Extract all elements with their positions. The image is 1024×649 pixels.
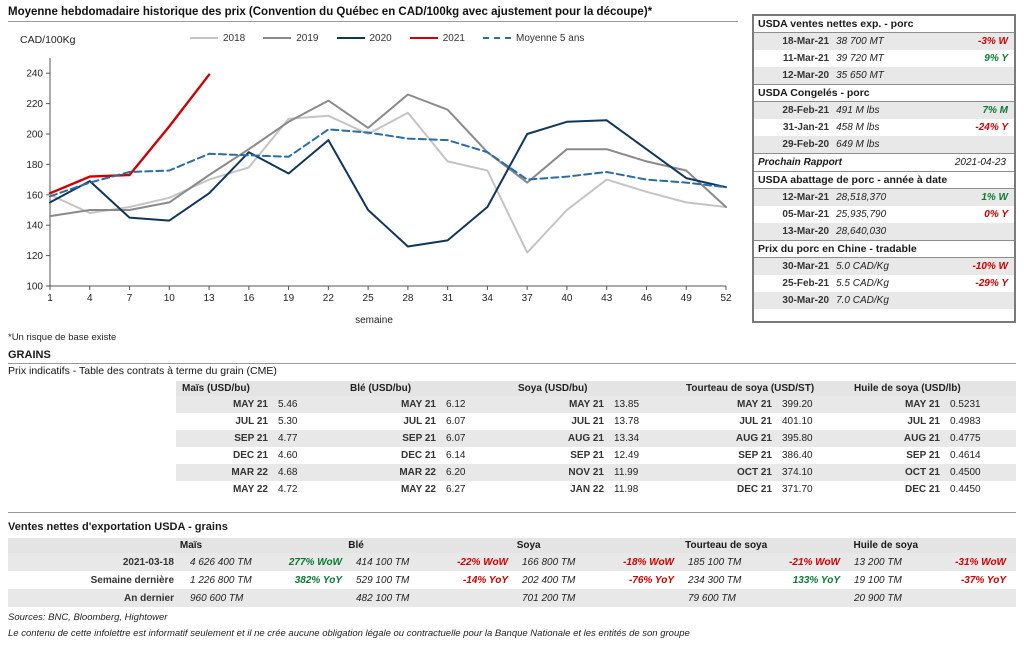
futures-row: [680, 430, 848, 447]
usda-row: [754, 206, 1014, 223]
futures-price: 386.40: [782, 450, 813, 461]
futures-contract-month: JUL 21: [403, 416, 436, 427]
futures-price: 371.70: [782, 484, 813, 495]
futures-row: [680, 447, 848, 464]
futures-price: 0.4450: [950, 484, 981, 495]
futures-contract-month: DEC 21: [232, 450, 268, 461]
usda-change: 1% W: [981, 192, 1008, 203]
exports-cell: [516, 575, 682, 586]
svg-text:7: 7: [126, 293, 133, 304]
futures-price: 5.30: [278, 416, 298, 427]
usda-section-title: USDA ventes nettes exp. - porc: [754, 16, 1014, 33]
sources-text: Sources: BNC, Bloomberg, Hightower: [8, 612, 168, 623]
usda-value: 5.5 CAD/Kg: [836, 278, 889, 289]
futures-price: 11.99: [614, 467, 639, 478]
svg-text:1: 1: [47, 293, 53, 304]
table-row: [8, 553, 1016, 571]
legend-swatch-icon: [337, 37, 365, 39]
svg-text:25: 25: [362, 293, 374, 304]
futures-contract-month: DEC 21: [400, 450, 436, 461]
futures-column: [680, 381, 848, 498]
usda-value: 458 M lbs: [836, 122, 880, 133]
svg-text:240: 240: [26, 68, 43, 80]
futures-row: [512, 396, 680, 413]
usda-change: -29% Y: [975, 278, 1008, 289]
exports-column-header: Tourteau de soya: [685, 540, 768, 551]
usda-value: 5.0 CAD/Kg: [836, 261, 889, 272]
futures-price: 5.46: [278, 399, 298, 410]
usda-value: 491 M lbs: [836, 105, 880, 116]
exports-quantity: 13 200 TM: [854, 556, 902, 568]
futures-price: 374.10: [782, 467, 813, 478]
exports-cell: [682, 575, 848, 586]
futures-row: [848, 447, 1016, 464]
futures-price: 399.20: [782, 399, 813, 410]
svg-text:100: 100: [26, 281, 43, 293]
exports-cell: [848, 593, 1014, 604]
legend-label: 2018: [223, 32, 246, 44]
svg-text:13: 13: [203, 293, 215, 304]
svg-text:220: 220: [26, 99, 43, 111]
exports-cell: [184, 557, 350, 568]
futures-contract-month: AUG 21: [903, 433, 940, 444]
usda-section-title: USDA Congelés - porc: [754, 84, 1014, 102]
usda-change: 9% Y: [984, 53, 1008, 64]
futures-row: [344, 430, 512, 447]
exports-cell: [516, 593, 682, 604]
futures-contract-month: JUL 21: [571, 416, 604, 427]
legend-label: 2019: [296, 32, 319, 44]
svg-text:22: 22: [322, 293, 334, 304]
usda-value: 35 650 MT: [836, 70, 884, 81]
chart-x-axis-label: semaine: [355, 315, 393, 326]
exports-table: [8, 538, 1016, 607]
legend-item-2020: [337, 33, 392, 44]
futures-row: [512, 430, 680, 447]
futures-contract-month: AUG 21: [735, 433, 772, 444]
futures-price: 13.85: [614, 399, 640, 410]
exports-quantity: 960 600 TM: [190, 592, 244, 604]
exports-column-header: Soya: [516, 540, 541, 551]
legend-item-2018: [190, 33, 245, 44]
usda-value: 38 700 MT: [836, 36, 884, 47]
futures-row: [176, 481, 344, 498]
futures-contract-month: NOV 21: [568, 467, 604, 478]
usda-next-report-date: 2021-04-23: [954, 157, 1006, 168]
usda-section-title: USDA abattage de porc - année à date: [754, 172, 1014, 189]
futures-row: [344, 464, 512, 481]
exports-table-body: [8, 553, 1016, 607]
exports-quantity: 4 626 400 TM: [190, 556, 252, 568]
futures-row: [344, 481, 512, 498]
legend-swatch-icon: [410, 37, 438, 39]
futures-price: 4.60: [278, 450, 298, 461]
futures-contract-month: SEP 21: [402, 433, 436, 444]
futures-price: 6.12: [446, 399, 466, 410]
futures-row: [344, 396, 512, 413]
futures-contract-month: MAY 21: [400, 399, 436, 410]
futures-contract-month: OCT 21: [736, 467, 772, 478]
svg-text:140: 140: [26, 220, 43, 232]
svg-text:31: 31: [442, 293, 454, 304]
exports-quantity: 202 400 TM: [522, 574, 576, 586]
futures-row: [848, 396, 1016, 413]
exports-quantity: 529 100 TM: [356, 574, 410, 586]
futures-column-header: Huile de soya (USD/lb): [848, 381, 1016, 396]
chart-y-axis-label: CAD/100Kg: [20, 34, 76, 46]
futures-table: [176, 381, 1016, 498]
futures-price: 11.98: [614, 484, 639, 495]
chart-svg: [8, 52, 744, 312]
disclaimer-text: Le contenu de cette infolettre est informatif seulement et il ne crée aucune obligation légale ou contractuelle pour la Banque Nationale et les entités de son groupe: [8, 628, 690, 639]
price-chart-panel: [0, 0, 748, 343]
futures-contract-month: MAR 22: [231, 467, 268, 478]
exports-row-label: 2021-03-18: [122, 556, 174, 568]
exports-cell: [682, 593, 848, 604]
exports-cell: [184, 593, 350, 604]
chart-footnote: *Un risque de base existe: [8, 332, 117, 343]
table-row: [8, 571, 1016, 589]
exports-table-header: [8, 538, 1016, 553]
futures-row: [680, 464, 848, 481]
futures-price: 4.68: [278, 467, 298, 478]
futures-column-header: Maïs (USD/bu): [176, 381, 344, 396]
usda-date: 05-Mar-21: [782, 209, 830, 220]
svg-text:180: 180: [26, 159, 43, 171]
usda-row: [754, 223, 1014, 240]
futures-column: [344, 381, 512, 498]
exports-quantity: 701 200 TM: [522, 592, 576, 604]
usda-section-title: Prix du porc en Chine - tradable: [754, 240, 1014, 258]
futures-price: 395.80: [782, 433, 813, 444]
futures-price: 401.10: [782, 416, 813, 427]
exports-column-header: Blé: [348, 540, 364, 551]
svg-text:16: 16: [243, 293, 255, 304]
futures-contract-month: SEP 21: [570, 450, 604, 461]
exports-change: 133% YoY: [792, 574, 840, 586]
svg-text:43: 43: [601, 293, 613, 304]
futures-price: 12.49: [614, 450, 640, 461]
futures-column-header: Soya (USD/bu): [512, 381, 680, 396]
futures-row: [512, 413, 680, 430]
usda-change: -24% Y: [975, 122, 1008, 133]
svg-text:34: 34: [481, 293, 493, 304]
usda-next-report-label: Prochain Rapport: [758, 157, 842, 168]
legend-swatch-icon: [483, 37, 511, 39]
futures-contract-month: SEP 21: [906, 450, 940, 461]
futures-contract-month: JUL 21: [739, 416, 772, 427]
futures-price: 4.72: [278, 484, 298, 495]
usda-date: 25-Feb-21: [782, 278, 830, 289]
svg-text:28: 28: [402, 293, 414, 304]
futures-price: 0.4500: [950, 467, 981, 478]
section-divider: [8, 512, 1016, 513]
svg-text:160: 160: [26, 190, 43, 202]
futures-contract-month: JUL 21: [907, 416, 940, 427]
usda-date: 30-Mar-21: [782, 261, 830, 272]
usda-row: [754, 33, 1014, 50]
futures-contract-month: SEP 21: [234, 433, 268, 444]
usda-date: 13-Mar-20: [782, 226, 830, 237]
futures-column: [176, 381, 344, 498]
exports-cell: [350, 575, 516, 586]
futures-price: 0.4614: [950, 450, 981, 461]
futures-contract-month: SEP 21: [738, 450, 772, 461]
exports-row-label: Semaine dernière: [90, 574, 174, 586]
futures-contract-month: MAY 21: [904, 399, 940, 410]
futures-price: 6.20: [446, 467, 466, 478]
chart-legend: [190, 30, 584, 46]
svg-text:120: 120: [26, 251, 43, 263]
exports-cell: [848, 575, 1014, 586]
futures-row: [512, 481, 680, 498]
futures-contract-month: MAY 22: [400, 484, 436, 495]
table-row: [8, 589, 1016, 607]
legend-item-2021: [410, 33, 465, 44]
exports-quantity: 1 226 800 TM: [190, 574, 252, 586]
usda-change: -3% W: [978, 36, 1008, 47]
futures-price: 0.5231: [950, 399, 981, 410]
futures-price: 6.14: [446, 450, 466, 461]
exports-cell: [184, 575, 350, 586]
exports-change: -21% WoW: [789, 556, 840, 568]
exports-change: 277% WoW: [288, 556, 342, 568]
chart-plot-area: [8, 52, 744, 312]
exports-change: -14% YoY: [462, 574, 508, 586]
futures-contract-month: MAY 22: [232, 484, 268, 495]
usda-change: -10% W: [972, 261, 1008, 272]
svg-text:40: 40: [561, 293, 573, 304]
usda-row: [754, 258, 1014, 275]
futures-contract-month: MAY 21: [568, 399, 604, 410]
futures-column: [512, 381, 680, 498]
usda-row: [754, 275, 1014, 292]
futures-row: [848, 464, 1016, 481]
legend-label: Moyenne 5 ans: [516, 32, 585, 44]
usda-summary-box: [752, 14, 1016, 323]
usda-change: 0% Y: [984, 209, 1008, 220]
usda-value: 25,935,790: [836, 209, 887, 220]
legend-swatch-icon: [190, 37, 218, 39]
futures-contract-month: JAN 22: [570, 484, 604, 495]
futures-contract-month: JUL 21: [235, 416, 268, 427]
svg-text:19: 19: [283, 293, 295, 304]
svg-text:10: 10: [163, 293, 175, 304]
usda-row: [754, 292, 1014, 309]
exports-quantity: 19 100 TM: [854, 574, 902, 586]
exports-cell: [516, 557, 682, 568]
usda-row: [754, 102, 1014, 119]
futures-row: [176, 396, 344, 413]
futures-row: [680, 481, 848, 498]
exports-quantity: 414 100 TM: [356, 556, 410, 568]
usda-value: 28,518,370: [836, 192, 887, 203]
usda-value: 28,640,030: [836, 226, 887, 237]
legend-item-moyenne-5-ans: [483, 33, 584, 44]
usda-date: 12-Mar-21: [782, 192, 830, 203]
svg-text:4: 4: [86, 293, 93, 304]
usda-row: [754, 189, 1014, 206]
exports-column-header: Maïs: [179, 540, 203, 551]
futures-price: 4.77: [278, 433, 298, 444]
futures-contract-month: DEC 21: [736, 484, 772, 495]
futures-price: 6.07: [446, 433, 466, 444]
futures-column: [848, 381, 1016, 498]
legend-label: 2020: [369, 32, 392, 44]
exports-quantity: 166 800 TM: [522, 556, 576, 568]
futures-row: [512, 447, 680, 464]
exports-quantity: 185 100 TM: [688, 556, 742, 568]
exports-quantity: 20 900 TM: [854, 592, 902, 604]
exports-change: -37% YoY: [960, 574, 1006, 586]
usda-value: 649 M lbs: [836, 139, 880, 150]
legend-label: 2021: [442, 32, 465, 44]
futures-row: [680, 413, 848, 430]
svg-text:52: 52: [720, 293, 732, 304]
usda-date: 18-Mar-21: [782, 36, 830, 47]
futures-row: [176, 447, 344, 464]
futures-row: [176, 413, 344, 430]
exports-change: 382% YoY: [294, 574, 342, 586]
futures-row: [344, 447, 512, 464]
futures-price: 6.27: [446, 484, 466, 495]
futures-contract-month: OCT 21: [904, 467, 940, 478]
futures-contract-month: MAY 21: [232, 399, 268, 410]
futures-row: [848, 430, 1016, 447]
futures-price: 6.07: [446, 416, 466, 427]
exports-cell: [350, 593, 516, 604]
exports-change: -76% YoY: [628, 574, 674, 586]
futures-contract-month: MAY 21: [736, 399, 772, 410]
exports-row-label: An dernier: [123, 592, 174, 604]
exports-cell: [848, 557, 1014, 568]
exports-change: -18% WoW: [623, 556, 674, 568]
exports-title: Ventes nettes d'exportation USDA - grains: [8, 521, 228, 533]
usda-row: [754, 119, 1014, 136]
futures-row: [848, 481, 1016, 498]
svg-text:200: 200: [26, 129, 43, 141]
usda-date: 28-Feb-21: [782, 105, 830, 116]
svg-text:46: 46: [640, 293, 653, 304]
futures-row: [344, 413, 512, 430]
exports-column-header: [8, 538, 174, 553]
usda-date: 12-Mar-20: [782, 70, 830, 81]
futures-contract-month: AUG 21: [567, 433, 604, 444]
svg-text:37: 37: [521, 293, 533, 304]
usda-date: 11-Mar-21: [782, 53, 830, 64]
futures-row: [176, 464, 344, 481]
exports-change: -31% WoW: [955, 556, 1006, 568]
usda-next-report: [754, 153, 1014, 172]
futures-price: 13.34: [614, 433, 640, 444]
chart-title: Moyenne hebdomadaire historique des prix (Convention du Québec en CAD/100kg avec ajustement pour la découpe)*: [8, 6, 738, 22]
usda-row: [754, 136, 1014, 153]
exports-cell: [682, 557, 848, 568]
usda-change: 7% M: [982, 105, 1008, 116]
futures-contract-month: DEC 21: [904, 484, 940, 495]
exports-quantity: 234 300 TM: [688, 574, 742, 586]
futures-column-header: Blé (USD/bu): [344, 381, 512, 396]
exports-quantity: 482 100 TM: [356, 592, 410, 604]
usda-date: 31-Jan-21: [782, 122, 830, 133]
futures-row: [848, 413, 1016, 430]
usda-row: [754, 50, 1014, 67]
futures-price: 0.4775: [950, 433, 981, 444]
futures-price: 0.4983: [950, 416, 981, 427]
grains-section-title: GRAINS: [8, 349, 1016, 364]
exports-quantity: 79 600 TM: [688, 592, 736, 604]
futures-row: [512, 464, 680, 481]
futures-column-header: Tourteau de soya (USD/ST): [680, 381, 848, 396]
usda-date: 30-Mar-20: [782, 295, 830, 306]
exports-cell: [350, 557, 516, 568]
futures-contract-month: MAR 22: [399, 467, 436, 478]
exports-column-header: Huile de soya: [853, 540, 919, 551]
exports-change: -22% WoW: [457, 556, 508, 568]
legend-item-2019: [263, 33, 318, 44]
svg-text:49: 49: [680, 293, 692, 304]
usda-row: [754, 67, 1014, 84]
usda-value: 7.0 CAD/Kg: [836, 295, 889, 306]
legend-swatch-icon: [263, 37, 291, 39]
futures-row: [176, 430, 344, 447]
futures-row: [680, 396, 848, 413]
usda-date: 29-Feb-20: [782, 139, 830, 150]
futures-price: 13.78: [614, 416, 640, 427]
usda-value: 39 720 MT: [836, 53, 884, 64]
grains-subtitle: Prix indicatifs - Table des contrats à terme du grain (CME): [8, 365, 277, 377]
